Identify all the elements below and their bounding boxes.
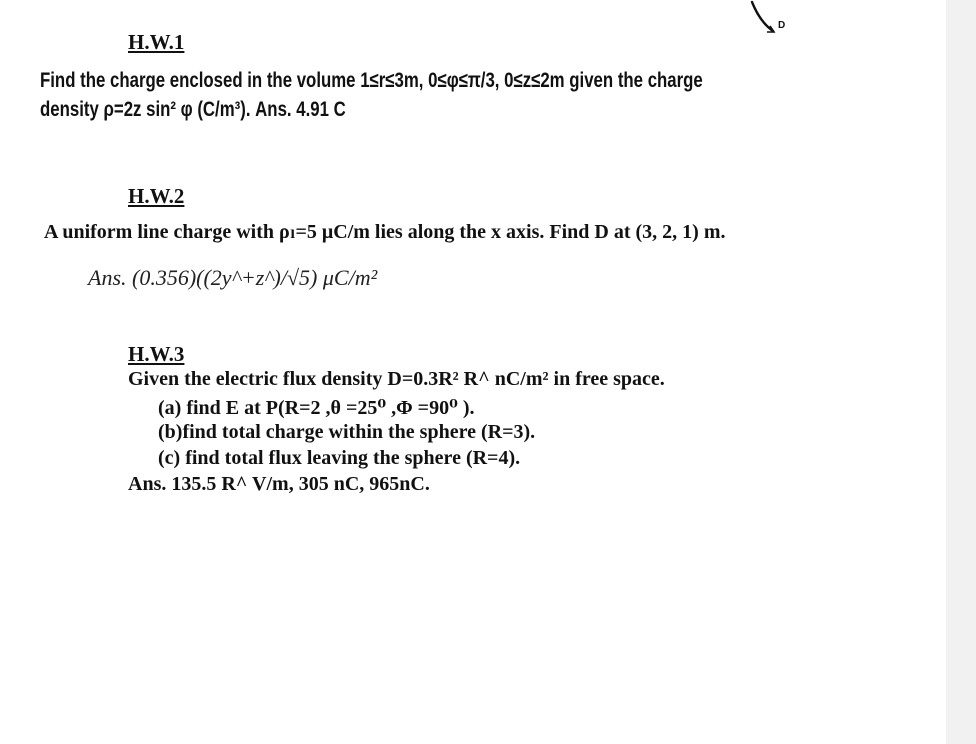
hw2-problem: A uniform line charge with ρₗ=5 μC/m lies along the x axis. Find D at (3, 2, 1) m. bbox=[44, 221, 726, 243]
corner-mark-label: D bbox=[778, 20, 786, 31]
hw3-given: Given the electric flux density D=0.3R² R^ nC/m² in free space. bbox=[128, 368, 665, 390]
hw3-heading: H.W.3 bbox=[128, 342, 185, 366]
hw3-part-b: (b)find total charge within the sphere (R=3). bbox=[158, 421, 536, 443]
hw1-problem-line-1: Find the charge enclosed in the volume 1≤r≤3m, 0≤φ≤π/3, 0≤z≤2m given the charge bbox=[40, 69, 703, 92]
hw1-heading: H.W.1 bbox=[128, 30, 185, 54]
hw3-answer: Ans. 135.5 R^ V/m, 305 nC, 965nC. bbox=[128, 473, 430, 495]
hw3-part-c: (c) find total flux leaving the sphere (R=4). bbox=[158, 447, 521, 469]
hw2-heading: H.W.2 bbox=[128, 184, 185, 208]
hw3-part-a: (a) find E at P(R=2 ,θ =25⁰ ,Φ =90⁰ ). bbox=[158, 397, 475, 419]
right-margin-strip bbox=[946, 0, 976, 744]
hw2-answer: Ans. (0.356)((2y^+z^)/√5) μC/m² bbox=[88, 265, 378, 290]
hw1-problem-line-2: density ρ=2z sin² φ (C/m³). Ans. 4.91 C bbox=[40, 98, 346, 121]
